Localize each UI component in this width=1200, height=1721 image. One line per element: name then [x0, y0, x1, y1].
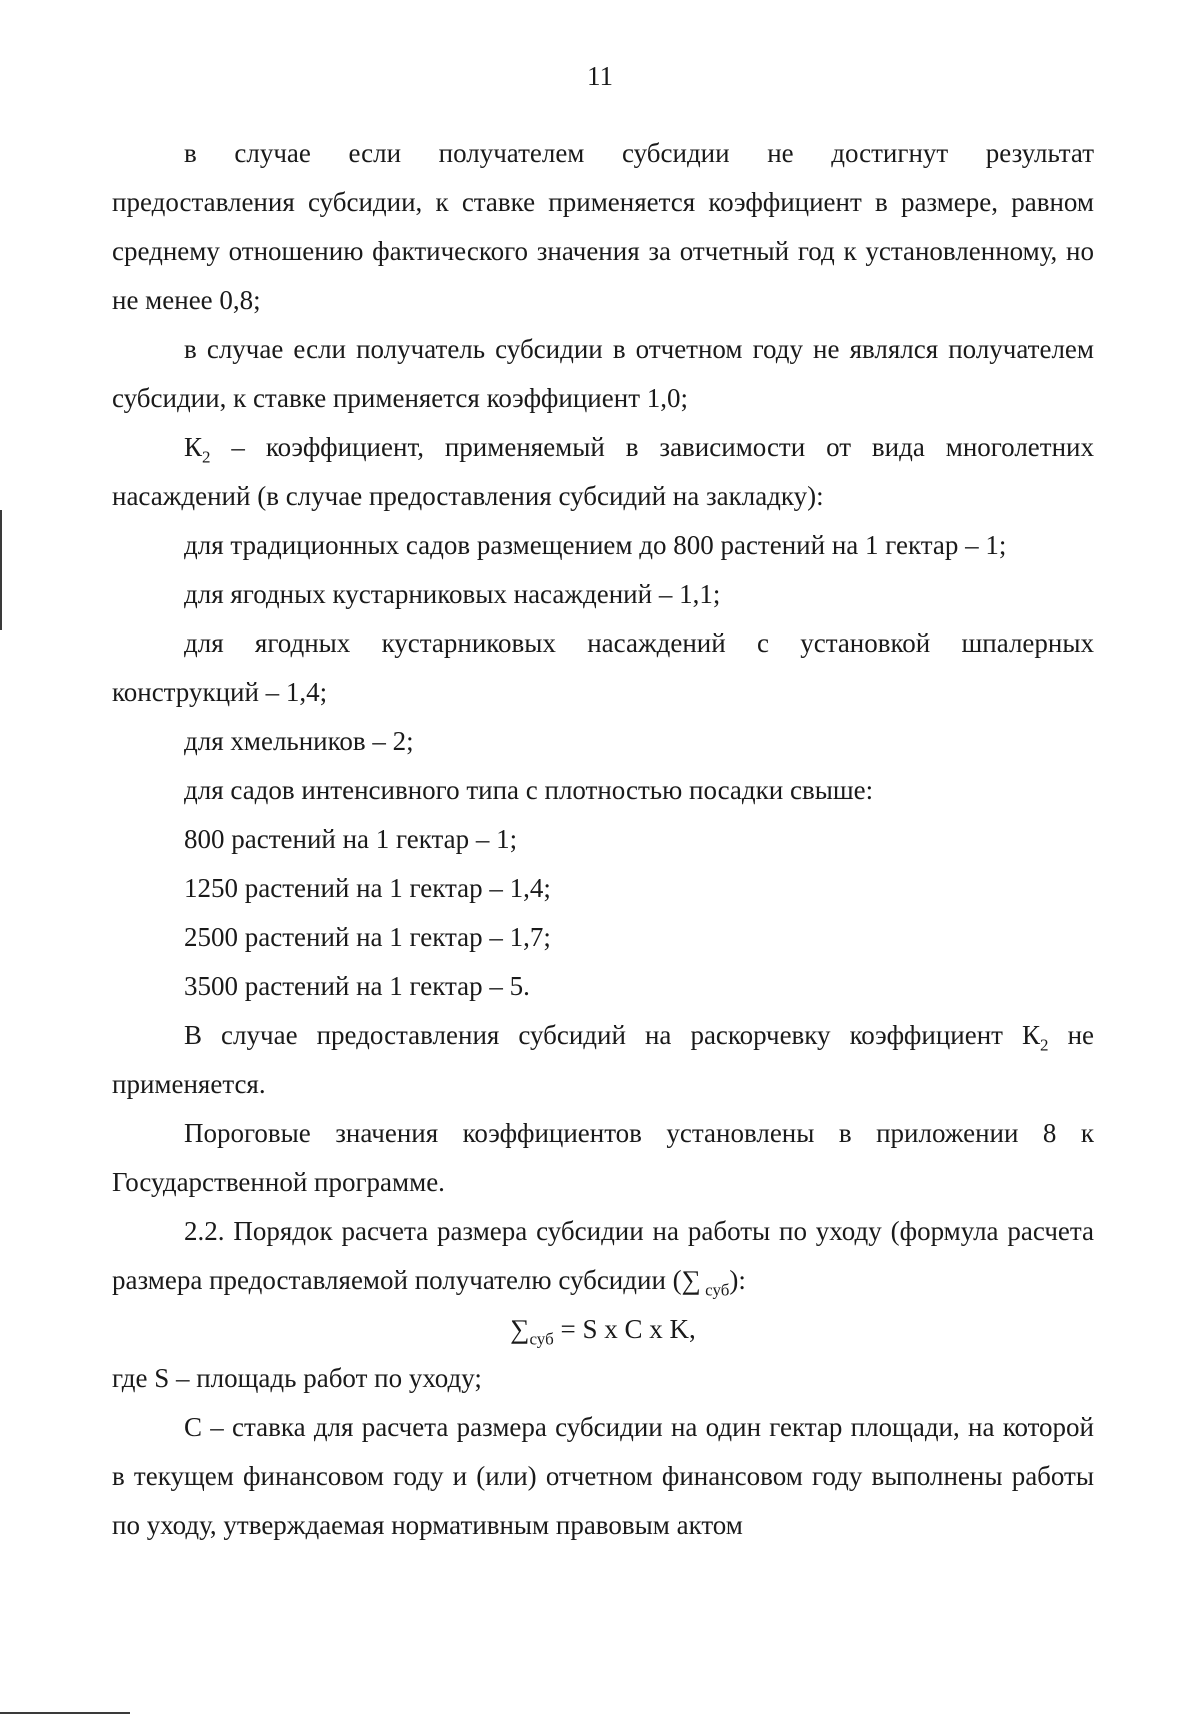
paragraph-rate-c: С – ставка для расчета размера субсидии на один гектар площади, на которой в текущем финансовом году и (или) отчетном финансовом году выполнены работы по уходу, утверждаемая нормативным правовым актом — [112, 1412, 1094, 1540]
list-item: для хмельников – 2; — [184, 726, 414, 756]
scan-edge-mark — [0, 1712, 130, 1714]
paragraph-k2-definition — [112, 423, 1094, 521]
formula-text: = S x C x K, — [553, 1314, 696, 1344]
list-item: для традиционных садов размещением до 800 растений на 1 гектар – 1; — [184, 530, 1007, 560]
k2-subscript: 2 — [202, 447, 211, 467]
document-body — [112, 129, 1094, 1550]
list-item: для садов интенсивного типа с плотностью посадки свыше: — [184, 775, 874, 805]
paragraph-text: – коэффициент, применяемый в зависимости от вида многолетних насаждений (в случае предоставления субсидий на закладку): — [112, 432, 1094, 511]
list-item: 3500 растений на 1 гектар – 5. — [184, 971, 530, 1001]
paragraph-text: 2.2. Порядок расчета размера субсидии на работы по уходу (формула расчета размера предоставляемой получателю субсидии ( — [112, 1216, 1094, 1295]
paragraph-text: предоставления субсидии, к ставке применяется коэффициент в размере, равном среднему отношению фактического значения за отчетный год к установленному, но не менее 0,8; — [112, 187, 1094, 315]
formula — [112, 1305, 1094, 1354]
paragraph-text: не применяется. — [112, 1020, 1094, 1099]
paragraph-uprooting — [112, 1011, 1094, 1109]
list-item: для ягодных кустарниковых насаждений – 1,1; — [184, 579, 721, 609]
list-item: 1250 растений на 1 гектар – 1,4; — [184, 873, 551, 903]
paragraph-section-2-2 — [112, 1207, 1094, 1305]
paragraph-text: В случае предоставления субсидий на раскорчевку коэффициент К — [184, 1020, 1041, 1050]
sum-symbol: ∑ — [681, 1265, 701, 1295]
paragraph-threshold-values: Пороговые значения коэффициентов установлены в приложении 8 к Государственной программе. — [112, 1118, 1094, 1197]
k2-subscript: 2 — [1040, 1035, 1049, 1055]
scan-edge-mark — [0, 510, 2, 630]
paragraph-line: в случае если получателем субсидии не достигнут результат — [184, 138, 1094, 168]
sum-symbol: ∑ — [510, 1314, 530, 1344]
list-item: 2500 растений на 1 гектар – 1,7; — [184, 922, 551, 952]
paragraph-coefficient-not-achieved — [112, 129, 1094, 325]
list-item: 800 растений на 1 гектар – 1; — [184, 824, 518, 854]
list-item: для ягодных кустарниковых насаждений с установкой шпалерных конструкций – 1,4; — [112, 628, 1094, 707]
k2-symbol: К — [184, 432, 203, 462]
sum-subscript: суб — [700, 1280, 730, 1300]
page-number: 11 — [587, 61, 613, 91]
paragraph-coefficient-not-recipient: в случае если получатель субсидии в отчетном году не являлся получателем субсидии, к ставке применяется коэффициент 1,0; — [112, 334, 1094, 413]
paragraph-text: ): — [729, 1265, 746, 1295]
paragraph-where-s: где S – площадь работ по уходу; — [112, 1363, 482, 1393]
sum-subscript: суб — [529, 1329, 554, 1349]
